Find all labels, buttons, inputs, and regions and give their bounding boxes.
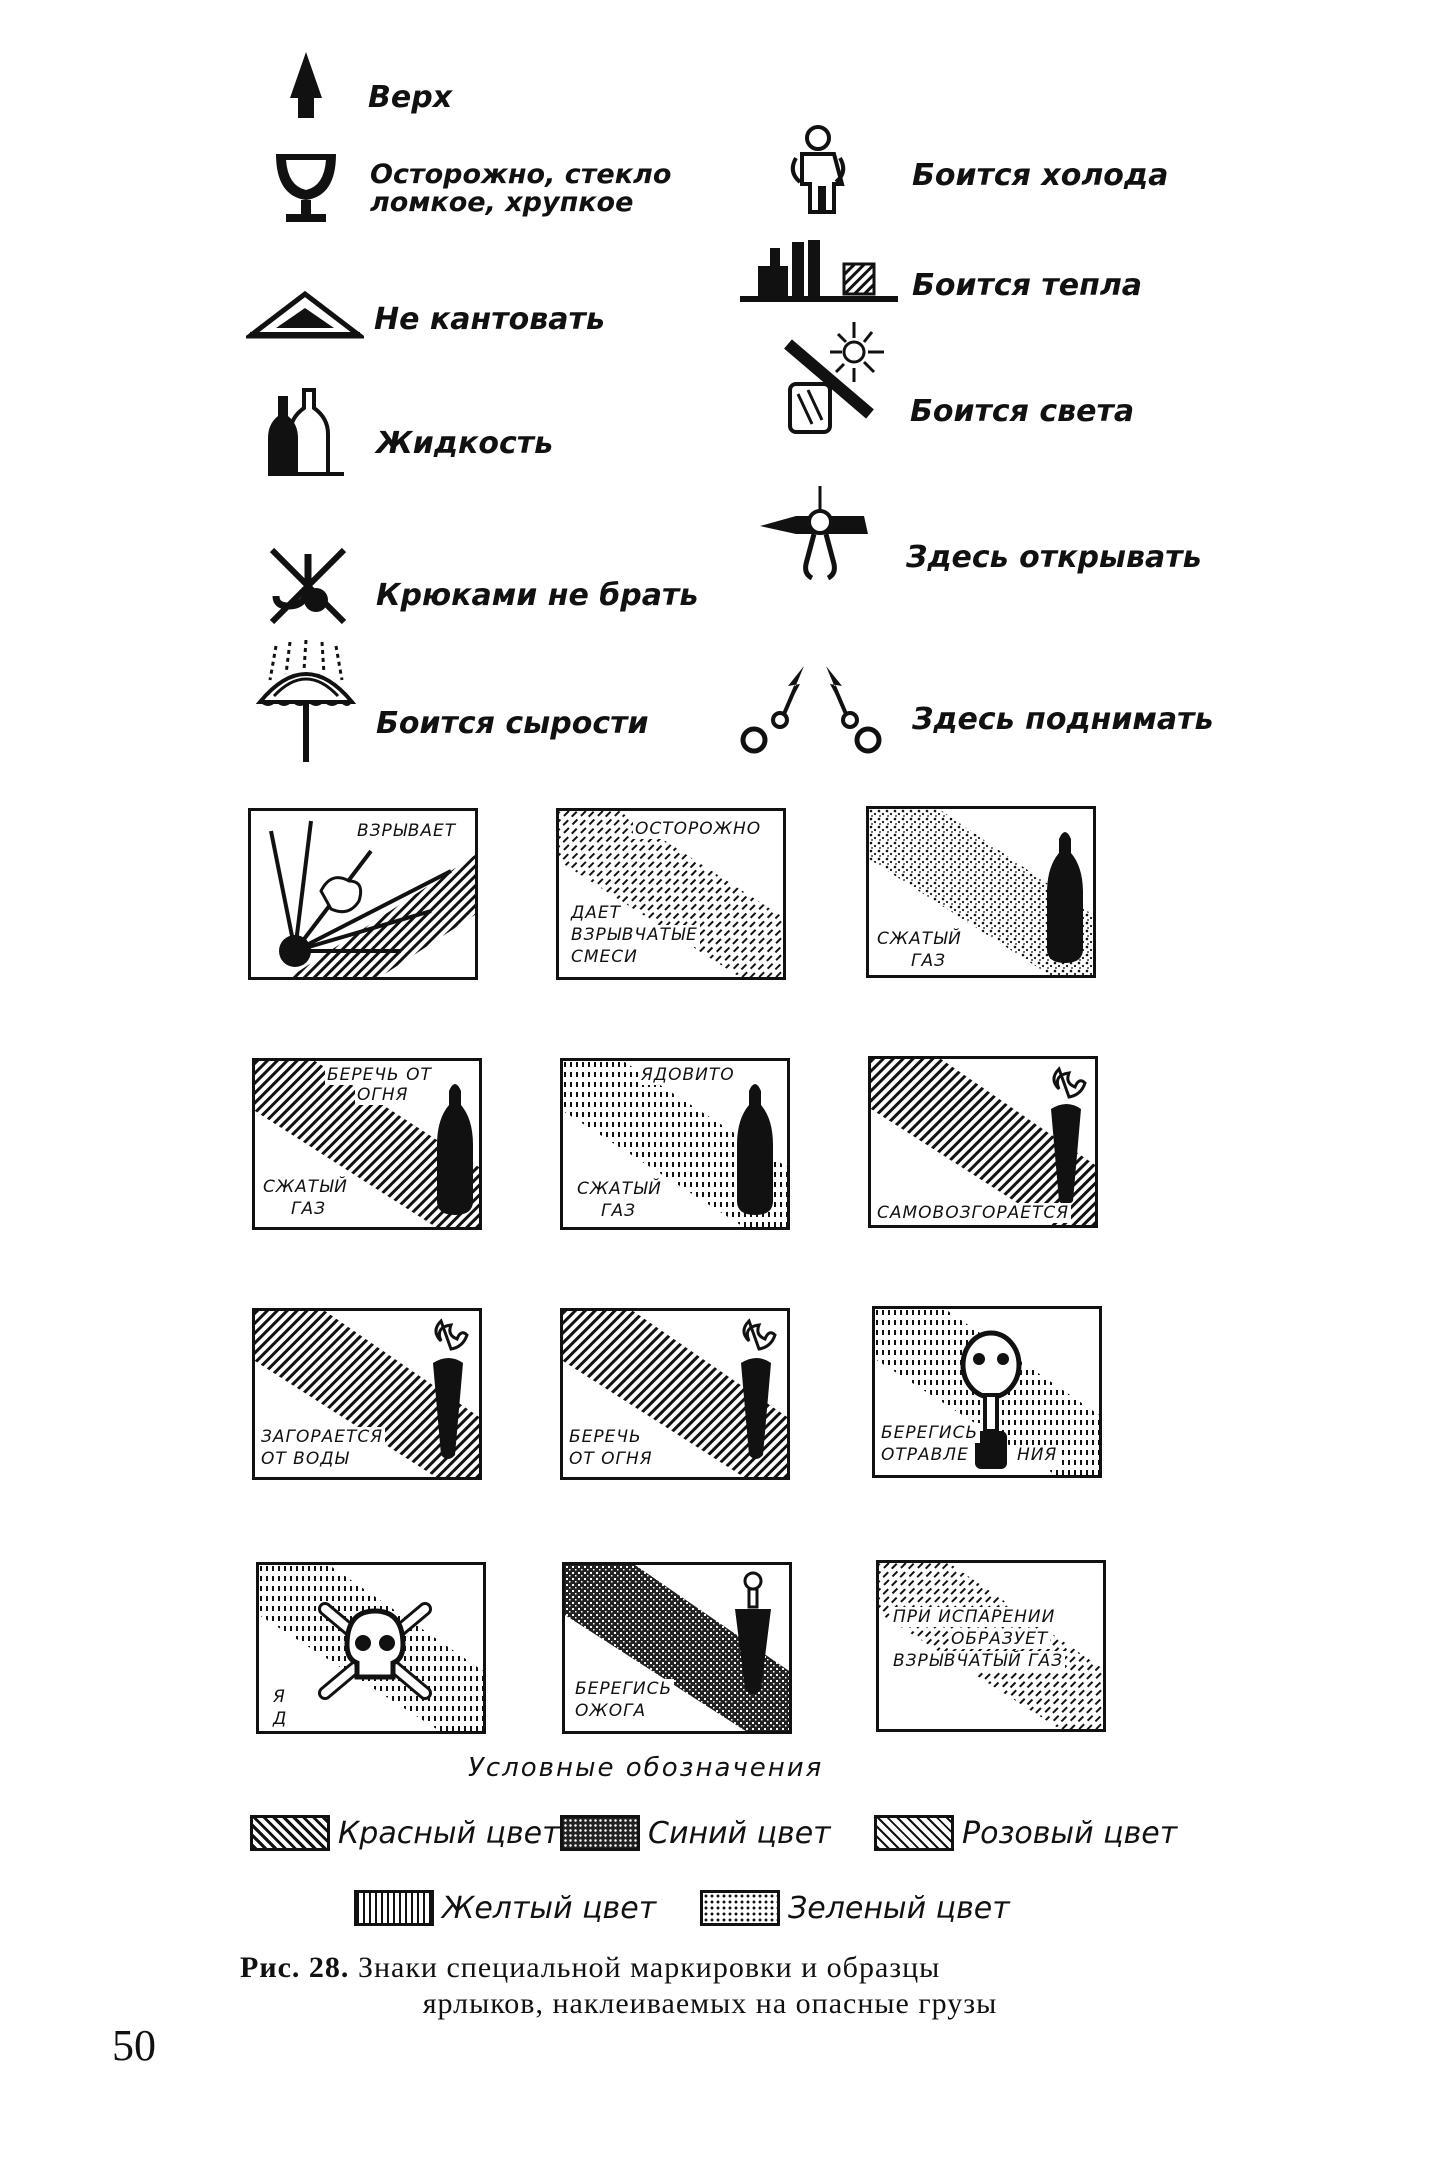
hazard-text-evap-1: ПРИ ИСПАРЕНИИ xyxy=(893,1607,1056,1627)
open-here-icon xyxy=(760,486,872,582)
hazard-label-poisoning xyxy=(872,1306,1102,1478)
hazard-text-keep-fire-2: ОТ ОГНЯ xyxy=(569,1449,653,1469)
hazard-text-poisoning-2: ОТРАВЛЕ xyxy=(881,1445,969,1465)
hazard-text-fire-top-2: ОГНЯ xyxy=(357,1085,409,1105)
page-number: 50 xyxy=(112,2021,156,2070)
hazard-text-mix-2: ВЗРЫВЧАТЫЕ xyxy=(571,925,698,945)
arrow-up-icon xyxy=(282,50,330,122)
hazard-text-evap-2: ОБРАЗУЕТ xyxy=(951,1629,1049,1649)
bottles-icon xyxy=(264,388,346,478)
caption-line-1: Знаки специальной маркировки и образцы xyxy=(357,1951,941,1984)
legend-label-green: Зеленый цвет xyxy=(788,1890,1010,1926)
sign-cold-label: Боится холода xyxy=(912,158,1169,193)
legend-label-blue: Синий цвет xyxy=(648,1815,831,1851)
hazard-text-mix-3: СМЕСИ xyxy=(571,947,638,967)
red-swatch xyxy=(250,1815,330,1851)
hazard-text-gas1-1: СЖАТЫЙ xyxy=(877,929,962,949)
hazard-text-burn-1: БЕРЕГИСЬ xyxy=(575,1679,673,1699)
hazard-text-evap-3: ВЗРЫВЧАТЫЙ ГАЗ xyxy=(893,1651,1064,1671)
freezing-person-icon xyxy=(786,124,850,216)
legend-item-red xyxy=(250,1815,560,1851)
hazard-text-keep-fire-1: БЕРЕЧЬ xyxy=(569,1427,642,1447)
sign-open-here-label: Здесь открывать xyxy=(906,540,1202,575)
hazard-label-compressed-gas-green xyxy=(866,806,1096,978)
sign-fragile-label-2: ломкое, хрупкое xyxy=(370,187,634,218)
hazard-text-gas3-2: ГАЗ xyxy=(601,1201,636,1221)
roof-triangle-icon xyxy=(246,290,364,340)
hazard-text-poisoning-1: БЕРЕГИСЬ xyxy=(881,1423,979,1443)
legend-label-pink: Розовый цвет xyxy=(962,1815,1178,1851)
sign-up-label: Верх xyxy=(368,80,453,115)
blue-swatch xyxy=(560,1815,640,1851)
sign-light-label: Боится света xyxy=(910,394,1135,429)
hazard-label-flammable xyxy=(560,1308,790,1480)
sign-no-tilt-label: Не кантовать xyxy=(374,302,605,337)
hazard-text-gas2-2: ГАЗ xyxy=(291,1199,326,1219)
legend-item-blue xyxy=(560,1815,831,1851)
hazard-text-water-1: ЗАГОРАЕТСЯ xyxy=(261,1427,384,1447)
legend-label-red: Красный цвет xyxy=(338,1815,560,1851)
sign-heat-label: Боится тепла xyxy=(912,268,1143,303)
legend-item-green xyxy=(700,1890,1010,1926)
sign-liquid-label: Жидкость xyxy=(376,426,554,461)
umbrella-icon xyxy=(256,640,356,766)
hazard-label-poison xyxy=(256,1562,486,1734)
legend-label-yellow: Желтый цвет xyxy=(442,1890,657,1926)
hazard-text-water-2: ОТ ВОДЫ xyxy=(261,1449,350,1469)
legend-item-yellow xyxy=(354,1890,656,1926)
hazard-label-explosive-mixtures xyxy=(556,808,786,980)
hazard-label-self-igniting xyxy=(868,1056,1098,1228)
hazard-label-flammable-gas xyxy=(252,1058,482,1230)
hazard-text-fire-top-1: БЕРЕЧЬ ОТ xyxy=(327,1065,432,1085)
green-swatch xyxy=(700,1890,780,1926)
lifting-hooks-icon xyxy=(738,664,894,756)
hazard-label-poison-gas xyxy=(560,1058,790,1230)
figure-caption xyxy=(240,1950,1180,2022)
pink-swatch xyxy=(874,1815,954,1851)
sign-lift-here-label: Здесь поднимать xyxy=(912,702,1214,737)
caption-line-2: ярлыков, наклеиваемых на опасные грузы xyxy=(422,1987,998,2020)
hazard-text-gas2-1: СЖАТЫЙ xyxy=(263,1177,348,1197)
sun-blocked-icon xyxy=(780,318,892,436)
legend-title: Условные обозначения xyxy=(468,1753,824,1783)
hazard-text-caution: ОСТОРОЖНО xyxy=(635,819,762,839)
sign-keep-dry-label: Боится сырости xyxy=(376,706,649,741)
hazard-text-explosive: ВЗРЫВАЕТ xyxy=(357,821,457,841)
hazard-label-corrosive xyxy=(562,1562,792,1734)
hazard-text-gas3-1: СЖАТЫЙ xyxy=(577,1179,662,1199)
hazard-text-mix-1: ДАЕТ xyxy=(571,903,622,923)
hazard-label-explosive-vapor xyxy=(876,1560,1106,1732)
hazard-text-poison-top: ЯДОВИТО xyxy=(641,1065,735,1085)
yellow-swatch xyxy=(354,1890,434,1926)
hazard-label-explosive xyxy=(248,808,478,980)
hazard-label-water-reactive xyxy=(252,1308,482,1480)
figure-label: Рис. 28. xyxy=(240,1951,350,1984)
hazard-text-poison-d: Д xyxy=(273,1709,288,1729)
hazard-text-gas1-2: ГАЗ xyxy=(911,951,946,971)
wine-glass-icon xyxy=(272,150,340,226)
sign-no-hooks-label: Крюками не брать xyxy=(376,578,699,613)
hazard-text-self-ignites: САМОВОЗГОРАЕТСЯ xyxy=(877,1203,1070,1223)
hazard-text-poison-ya: Я xyxy=(273,1687,286,1707)
radiator-icon xyxy=(740,238,898,306)
hazard-text-poisoning-3: НИЯ xyxy=(1017,1445,1058,1465)
sign-fragile-label-1: Осторожно, стекло xyxy=(370,159,672,190)
crossed-hook-icon xyxy=(266,546,350,626)
legend-item-pink xyxy=(874,1815,1177,1851)
hazard-text-burn-2: ОЖОГА xyxy=(575,1701,647,1721)
